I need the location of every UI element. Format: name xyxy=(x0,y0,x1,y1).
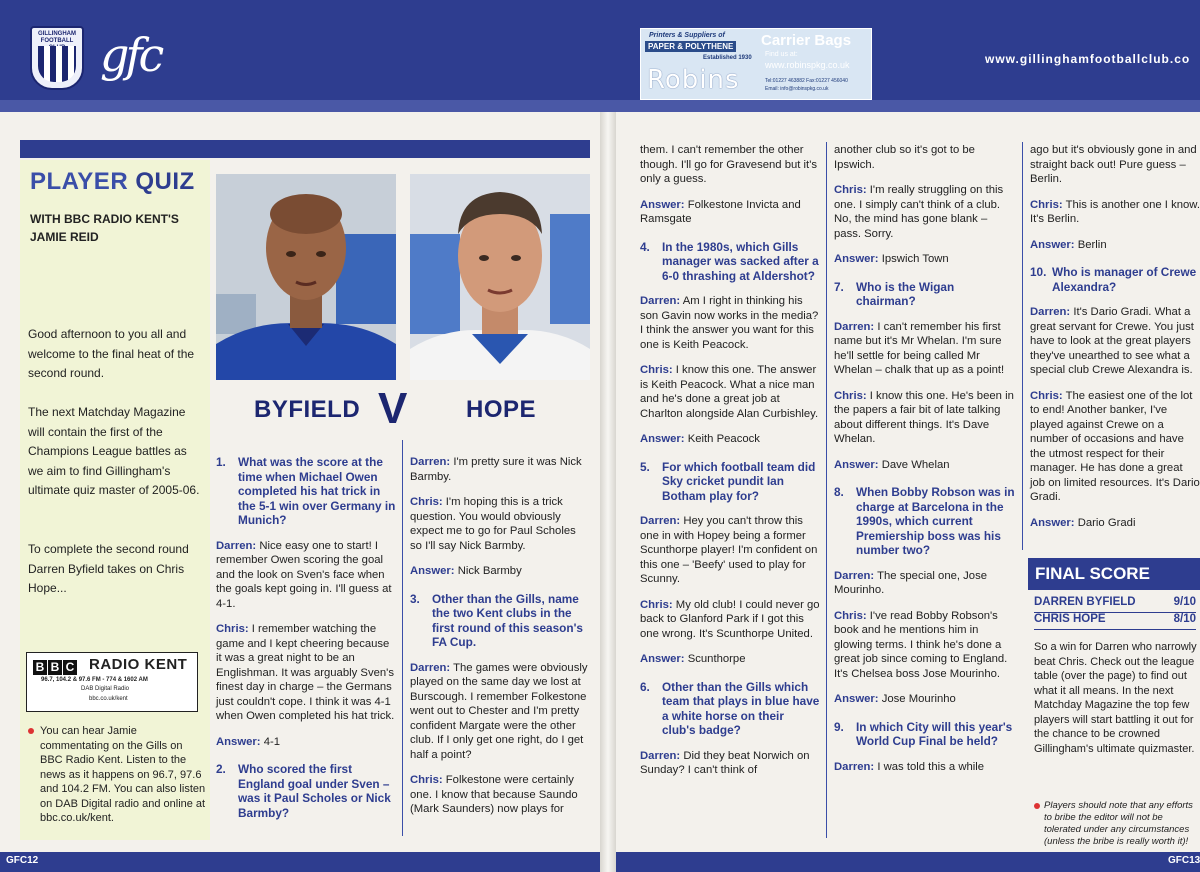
bbc-letter: B xyxy=(48,660,62,675)
paragraph-text: I'm really struggling on this one. I simply can't think of a club. No, the mind has gone blank – pass. Sorry. xyxy=(834,184,1004,240)
speaker-label: Chris: xyxy=(410,774,443,786)
versus-mark: V xyxy=(378,384,408,433)
title-strip xyxy=(20,140,590,158)
speaker-label: Answer: xyxy=(834,253,879,265)
paragraph-text: Scunthorpe xyxy=(687,653,746,665)
ad-email: Email: info@robinspkg.co.uk xyxy=(765,86,829,92)
speaker-paragraph xyxy=(410,455,588,484)
speaker-label: Answer: xyxy=(834,693,879,705)
speaker-paragraph xyxy=(216,622,396,724)
bbc-letter: C xyxy=(63,660,77,675)
paragraph-text: Jose Mourinho xyxy=(881,693,956,705)
question-text: For which football team did Sky cricket pundit Ian Botham play for? xyxy=(662,459,816,503)
paragraph-text: Berlin xyxy=(1077,238,1107,251)
paragraph-text: I can't remember his first name but it's Mr Whelan. I'm sure he'll settle for being called Mr Whelan – chalk that up as a point! xyxy=(834,320,1005,376)
ad-headline: Carrier Bags xyxy=(761,32,852,49)
paragraph-text: Am I right in thinking his son Gavin now works in the media? I think the answer you want for this one is Keith Peacock. xyxy=(640,295,819,351)
final-score-text: So a win for Darren who narrowly beat Chris. Check out the league table (over the page) to find out what it all means. In the next Matchday Magazine the top few players will start battling it out for the chance to be crowned Gillingham's ultimate quizmaster. xyxy=(1034,641,1197,755)
speaker-label: Answer: xyxy=(410,565,455,577)
bbc-url: bbc.co.uk/kent xyxy=(89,696,128,702)
question-number: 7. xyxy=(834,279,844,294)
listen-text: You can hear Jamie commentating on the Gills on BBC Radio Kent. Listen to the news as it happens on 96.7, 97.6 and 104.2 FM. You can also listen on DAB Digital radio and online at bbc.co.uk/kent. xyxy=(40,725,206,824)
paragraph-text: Did they beat Norwich on Sunday? I can't think of xyxy=(640,749,810,776)
paragraph-text: It's Dario Gradi. What a great servant for Crewe. You just have to look at the great players they've unearthed to see what a special club Crewe Alexandra is. xyxy=(1030,306,1194,376)
question-text: In which City will this year's World Cup Final be held? xyxy=(856,719,1013,748)
intro-paragraph: The next Matchday Magazine will contain the first of the Champions League battles as we aim to find Gillingham's ultimate quiz master of 2005-06. xyxy=(28,405,200,497)
speaker-paragraph xyxy=(410,495,588,553)
speaker-label: Darren: xyxy=(640,515,681,527)
column-divider xyxy=(1022,142,1023,550)
player-name-right: HOPE xyxy=(466,396,537,423)
question-text: When Bobby Robson was in charge at Barcelona in the 1990s, which current Premiership boss was his number two? xyxy=(856,485,1015,557)
speaker-label: Chris: xyxy=(834,389,867,402)
page-number-left: GFC12 xyxy=(6,855,39,866)
answer-line xyxy=(640,432,820,447)
speaker-paragraph xyxy=(640,598,820,642)
ad-established: Established 1930 xyxy=(703,55,752,61)
speaker-paragraph xyxy=(834,183,1016,241)
question-number: 10. xyxy=(1030,265,1047,279)
crest-text: GILLINGHAM FOOTBALL xyxy=(38,31,76,44)
column-divider xyxy=(402,440,403,836)
speaker-label: Chris: xyxy=(216,623,249,635)
speaker-paragraph xyxy=(410,661,588,763)
quiz-question xyxy=(640,460,820,504)
score-row xyxy=(1034,596,1196,613)
speaker-label: Answer: xyxy=(640,198,685,211)
answer-line xyxy=(410,564,588,579)
speaker-paragraph xyxy=(834,609,1016,682)
paragraph-text: I've read Bobby Robson's book and he mentions him in glowing terms. I think he's done a great job since coming to England. It's Chelsea boss Jose Mourinho. xyxy=(834,609,1008,680)
speaker-paragraph xyxy=(640,363,820,421)
quiz-question xyxy=(216,455,396,528)
hope-photo xyxy=(410,174,590,380)
answer-line xyxy=(834,252,1016,267)
answer-line xyxy=(640,198,820,227)
speaker-label: Darren: xyxy=(640,295,681,307)
radio-kent-name: RADIO KENT xyxy=(89,656,188,673)
score-value: 9/10 xyxy=(1173,596,1196,608)
page-spine xyxy=(600,112,616,872)
paragraph-text: I was told this a while xyxy=(877,760,985,773)
question-number: 4. xyxy=(640,239,650,254)
speaker-paragraph xyxy=(1030,198,1200,227)
question-text: Other than the Gills, name the two Kent clubs in the first round of this season's FA Cup. xyxy=(432,591,583,649)
quiz-question xyxy=(640,240,820,284)
speaker-label: Chris: xyxy=(640,598,673,611)
speaker-label: Chris: xyxy=(1030,198,1063,211)
speaker-paragraph xyxy=(410,773,588,817)
quiz-question xyxy=(834,720,1016,749)
speaker-paragraph xyxy=(1030,143,1200,187)
score-name: DARREN BYFIELD xyxy=(1034,596,1136,608)
speaker-label: Darren: xyxy=(640,749,681,762)
answer-line xyxy=(834,692,1016,707)
paragraph-text: I'm hoping this is a trick question. You would obviously expect me to go for Paul Scholes so I'll say Nick Barmby. xyxy=(410,496,576,552)
answer-line xyxy=(834,458,1016,473)
final-score-note: Players should note that any efforts to bribe the editor will not be tolerated under any circumstances (unless the bribe is really worth it)! xyxy=(1044,800,1193,847)
paragraph-text: Folkestone were certainly one. I know that because Saundo (Mark Saunders) now plays for xyxy=(410,774,578,815)
paragraph-text: The easiest one of the lot to end! Another banker, I've played against Crewe on a number of occasions and have the utmost respect for their manager. He has done a great job on limited resources. It's Dario Gradi. xyxy=(1030,389,1200,503)
ad-line2: PAPER & POLYTHENE xyxy=(645,41,736,52)
speaker-paragraph xyxy=(640,143,820,187)
question-number: 8. xyxy=(834,485,844,499)
ad-find: Find us at: xyxy=(765,51,798,58)
column-divider xyxy=(826,142,827,838)
paragraph-text: I remember watching the game and I kept cheering because it was a great night to be an Englishman. It was arguably Sven's finest day in charge – the Germans just couldn't cope. I think it was 4-1 when Owen completed his hat trick. xyxy=(216,623,395,722)
quiz-question xyxy=(216,762,396,820)
question-text: Who is manager of Crewe Alexandra? xyxy=(1052,265,1197,294)
intro-paragraph: To complete the second round Darren Byfield takes on Chris Hope... xyxy=(28,542,189,595)
paragraph-text: The games were obviously played on the same day we lost at Burscough. I remember Folkestone went out to Chester and I'm pretty confident Margate were the other club. If I only get one right, do I get half a point? xyxy=(410,661,588,761)
quiz-column-2 xyxy=(410,455,588,828)
speaker-paragraph xyxy=(1030,389,1200,505)
speaker-label: Darren: xyxy=(216,539,257,552)
paragraph-text: This is another one I know. It's Berlin. xyxy=(1030,198,1200,225)
speaker-paragraph xyxy=(834,760,1016,775)
question-number: 2. xyxy=(216,762,226,776)
paragraph-text: I know this one. The answer is Keith Peacock. What a nice man and he's done a great job at Charlton alongside Alan Curbishley. xyxy=(640,364,819,420)
paragraph-text: Nice easy one to start! I remember Owen scoring the goal and the look on Sven's face when the goals kept going in. I'll guess at 4-1. xyxy=(216,539,392,610)
score-row xyxy=(1034,613,1196,630)
score-name: CHRIS HOPE xyxy=(1034,613,1106,625)
speaker-label: Darren: xyxy=(1030,306,1071,318)
bottom-bar-left xyxy=(0,852,600,872)
speaker-label: Darren: xyxy=(834,760,875,773)
ad-url: www.robinspkg.co.uk xyxy=(765,60,850,70)
speaker-paragraph xyxy=(640,294,820,352)
paragraph-text: Dario Gradi xyxy=(1077,516,1136,529)
speaker-label: Darren: xyxy=(410,456,451,468)
paragraph-text: Dave Whelan xyxy=(881,458,950,471)
page-subtitle: WITH BBC RADIO KENT'S JAMIE REID xyxy=(30,212,179,244)
quiz-question xyxy=(834,280,1016,309)
quiz-column-3 xyxy=(640,143,820,789)
speaker-label: Chris: xyxy=(410,496,443,508)
paragraph-text: Folkestone Invicta and Ramsgate xyxy=(640,198,801,225)
byfield-photo xyxy=(216,174,396,380)
answer-line xyxy=(1030,238,1200,253)
speaker-label: Answer: xyxy=(1030,516,1075,529)
gfc-logo: gfc xyxy=(100,28,161,82)
speaker-paragraph xyxy=(834,389,1016,447)
paragraph-text: ago but it's obviously gone in and straight back out! Pure guess – Berlin. xyxy=(1030,144,1197,185)
final-score-heading: FINAL SCORE xyxy=(1028,558,1200,590)
speaker-paragraph xyxy=(640,749,820,778)
gillingham-crest-icon xyxy=(30,26,84,90)
paragraph-text: another club so it's got to be Ipswich. xyxy=(834,144,975,171)
radio-frequencies: 96.7, 104.2 & 97.6 FM - 774 & 1602 AM xyxy=(41,677,148,683)
dab-text: DAB Digital Radio xyxy=(81,686,130,692)
quiz-column-5 xyxy=(1030,143,1200,543)
question-number: 9. xyxy=(834,719,844,734)
paragraph-text: Hey you can't throw this one in with Hopey being a former Scunthorpe player! I'm confident on this one – 'Beefy' used to play for Scunny. xyxy=(640,515,818,585)
ad-phone: Tel:01227 463882 Fax:01227 456040 xyxy=(765,78,848,84)
question-number: 5. xyxy=(640,459,650,474)
question-text: Other than the Gills which team that plays in blue have a white horse on their club's badge? xyxy=(662,679,820,737)
question-text: What was the score at the time when Michael Owen completed his hat trick in the 5-1 win over Germany in Munich? xyxy=(238,455,396,527)
robins-advert xyxy=(640,28,872,100)
speaker-label: Darren: xyxy=(410,661,451,674)
website-url: www.gillinghamfootballclub.co xyxy=(985,52,1191,66)
question-text: In the 1980s, which Gills manager was sacked after a 6-0 thrashing at Aldershot? xyxy=(662,239,819,283)
speaker-label: Chris: xyxy=(834,184,867,196)
paragraph-text: I know this one. He's been in the papers a fair bit of late talking about different things. It's Dave Whelan. xyxy=(834,389,1014,445)
paragraph-text: My old club! I could never go back to Glanford Park if I got this one wrong. It's Scunthorpe United. xyxy=(640,598,820,640)
quiz-question xyxy=(834,485,1016,558)
paragraph-text: I'm pretty sure it was Nick Barmby. xyxy=(410,456,582,483)
speaker-label: Chris: xyxy=(834,609,867,622)
speaker-paragraph xyxy=(834,143,1016,172)
paragraph-text: them. I can't remember the other though. I'll go for Gravesend but it's only a guess. xyxy=(640,144,818,185)
quiz-question xyxy=(640,680,820,738)
speaker-label: Answer: xyxy=(216,735,261,748)
paragraph-text: Keith Peacock xyxy=(687,433,760,445)
intro-paragraph: Good afternoon to you all and welcome to the final heat of the second round. xyxy=(28,327,195,380)
speaker-paragraph xyxy=(834,320,1016,378)
question-text: Who scored the first England goal under Sven – was it Paul Scholes or Nick Barmby? xyxy=(238,762,391,820)
paragraph-text: Ipswich Town xyxy=(881,253,949,265)
speaker-paragraph xyxy=(1030,305,1200,378)
question-text: Who is the Wigan chairman? xyxy=(856,279,955,308)
bbc-letter: B xyxy=(33,660,47,675)
answer-line xyxy=(1030,516,1200,531)
speaker-paragraph xyxy=(216,539,396,612)
player-name-left: BYFIELD xyxy=(254,396,361,423)
answer-line xyxy=(640,652,820,667)
bullet-icon xyxy=(28,728,34,734)
ad-brand: Robins xyxy=(647,65,740,95)
speaker-label: Chris: xyxy=(1030,389,1063,402)
speaker-label: Darren: xyxy=(834,320,875,333)
score-value: 8/10 xyxy=(1173,613,1196,625)
page-number-right: GFC13 xyxy=(1168,855,1200,866)
speaker-label: Answer: xyxy=(640,433,685,445)
quiz-column-1 xyxy=(216,455,396,831)
speaker-paragraph xyxy=(834,569,1016,598)
paragraph-text: The special one, Jose Mourinho. xyxy=(834,569,988,596)
paragraph-text: Nick Barmby xyxy=(457,565,522,577)
speaker-label: Answer: xyxy=(1030,238,1075,251)
page-title: PLAYER QUIZ xyxy=(30,168,195,195)
bbc-radio-kent-logo xyxy=(26,652,198,712)
bullet-icon xyxy=(1034,803,1040,809)
question-number: 1. xyxy=(216,455,226,469)
speaker-label: Answer: xyxy=(640,653,685,665)
question-number: 3. xyxy=(410,591,420,606)
speaker-paragraph xyxy=(640,514,820,587)
quiz-column-4 xyxy=(834,143,1016,785)
bottom-bar-right xyxy=(616,852,1200,872)
quiz-question xyxy=(410,592,588,650)
speaker-label: Chris: xyxy=(640,364,673,376)
quiz-question xyxy=(1030,265,1200,294)
answer-line xyxy=(216,735,396,750)
speaker-label: Answer: xyxy=(834,458,879,471)
ad-line1: Printers & Suppliers of xyxy=(649,32,725,39)
paragraph-text: 4-1 xyxy=(263,735,281,748)
speaker-label: Darren: xyxy=(834,569,875,582)
question-number: 6. xyxy=(640,679,650,694)
